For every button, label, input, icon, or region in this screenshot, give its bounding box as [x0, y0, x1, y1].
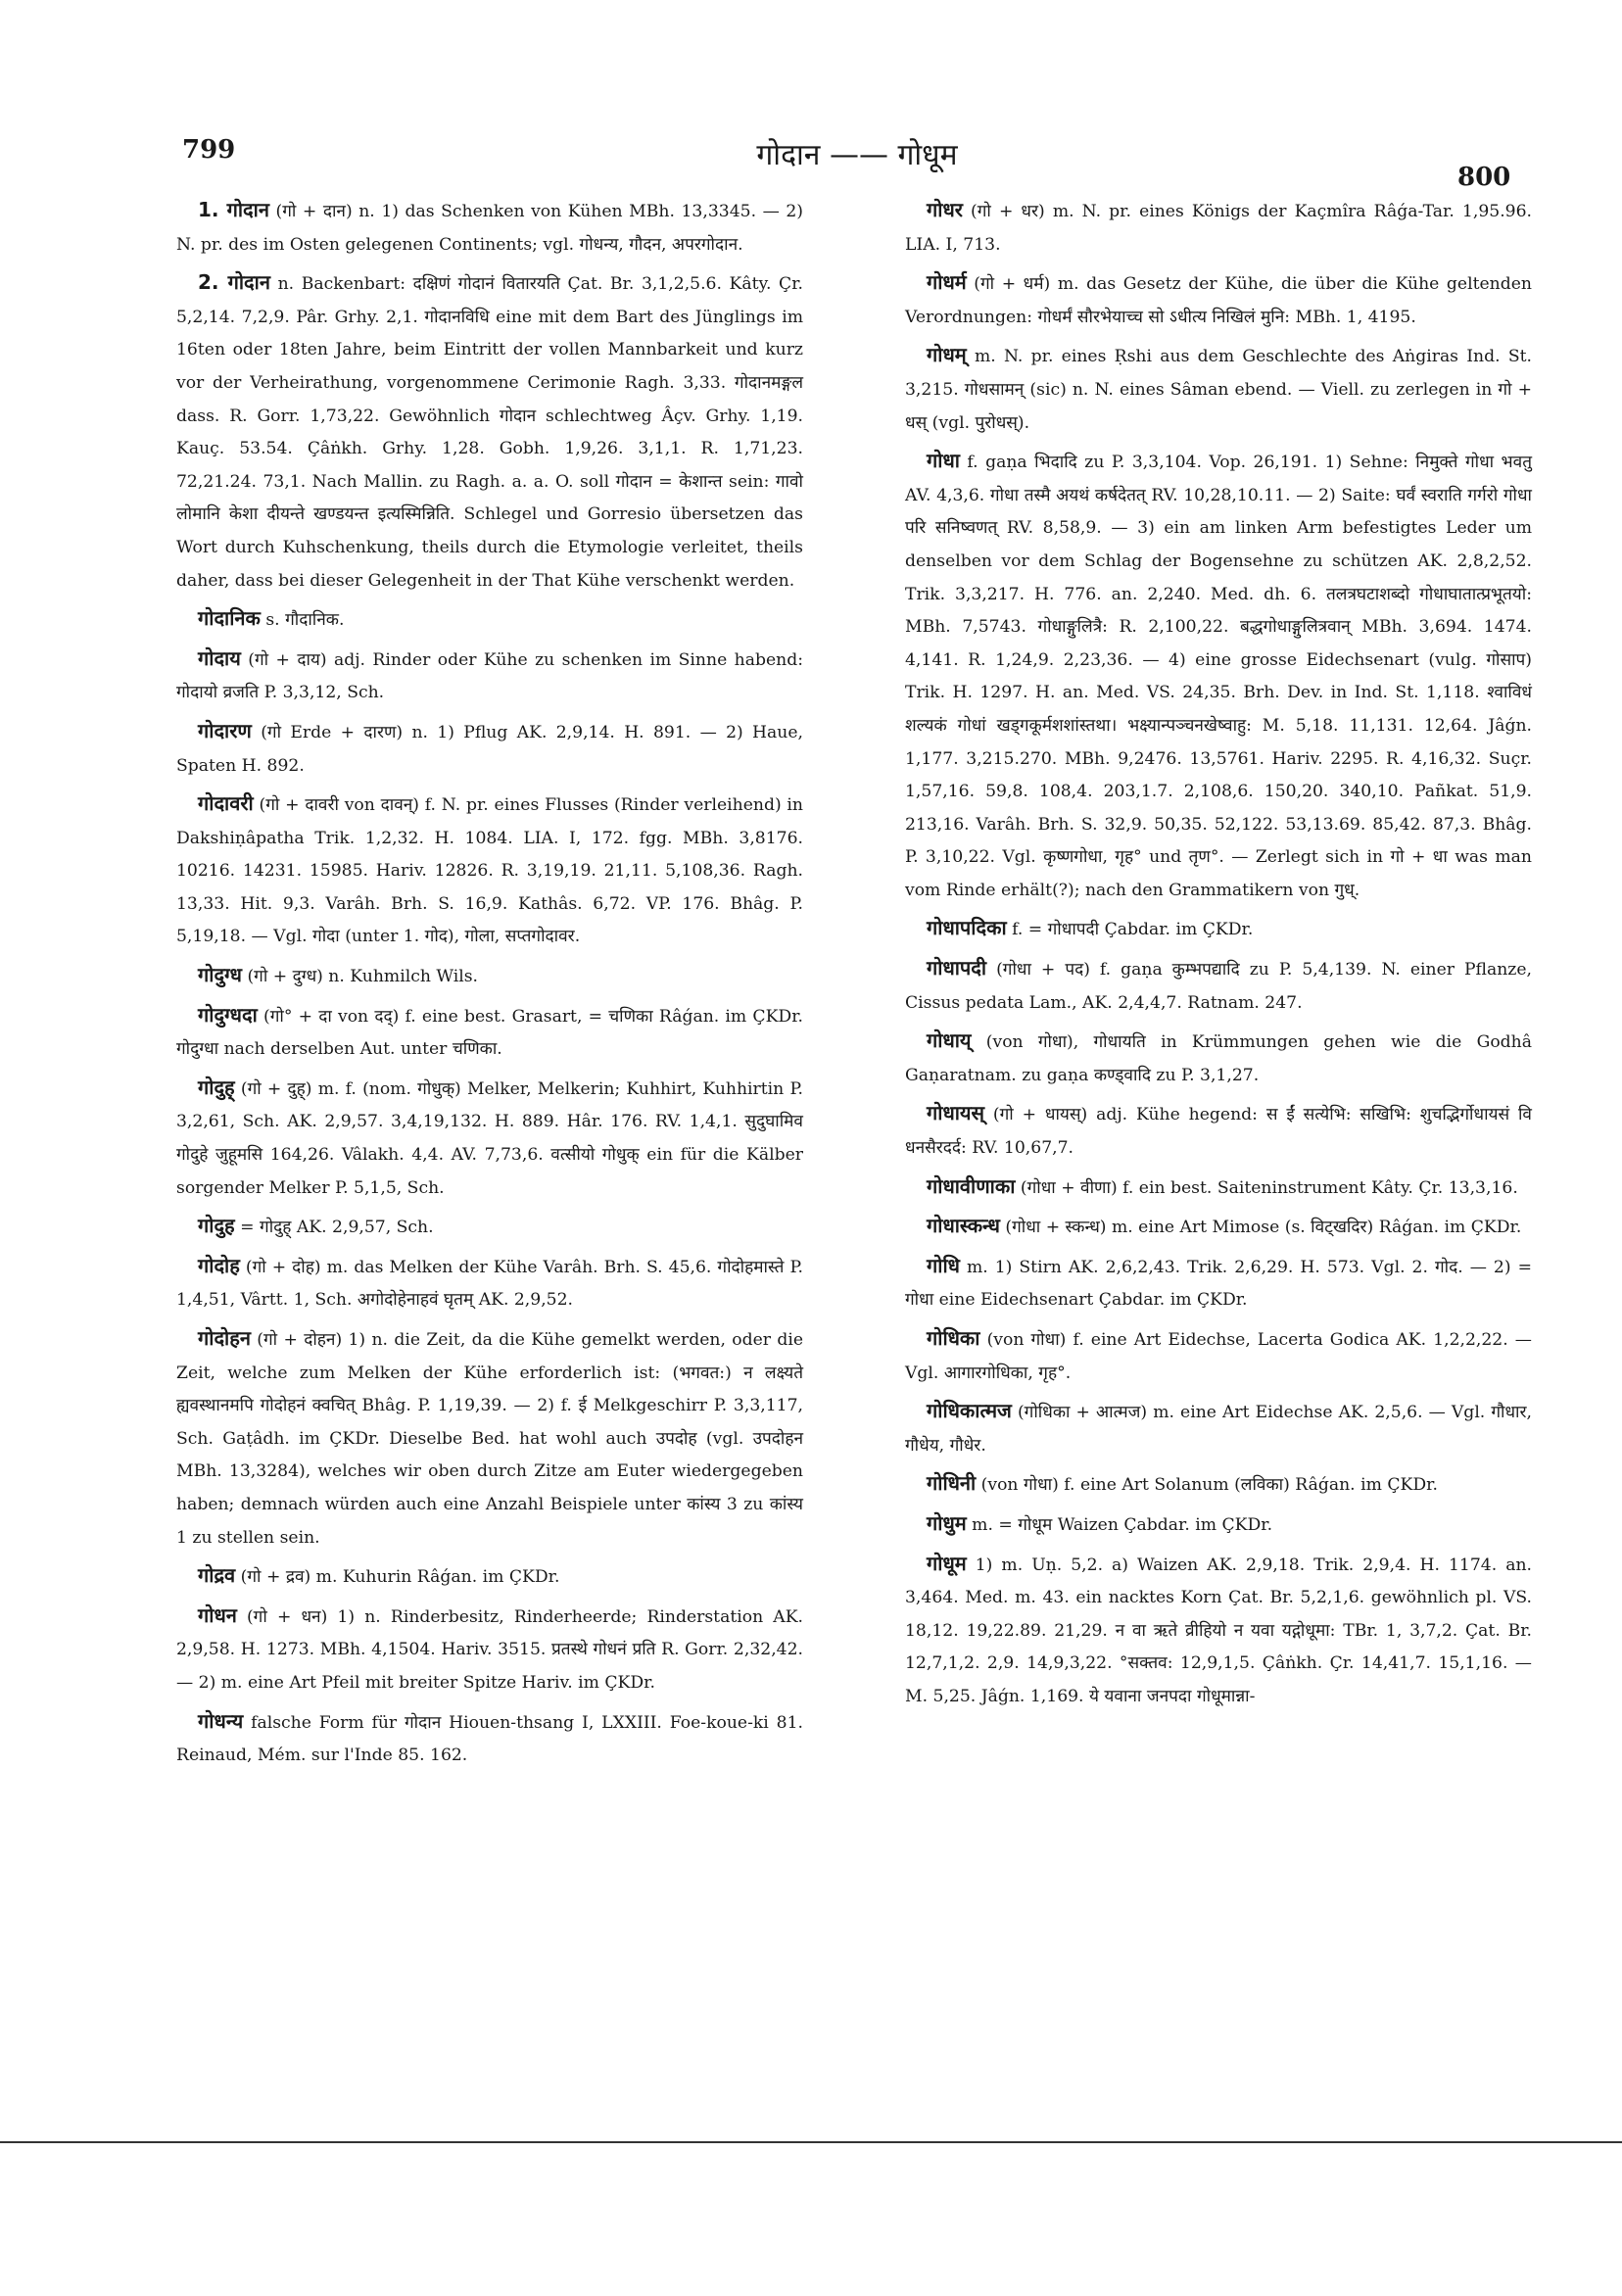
entry-text: (गो + दान) n. 1) das Schenken von Kühen MBh. 13,3345. — 2) N. pr. des im Osten gelegenen Continents; vgl. गोधन्य, गौदन, अपरगोदान. — [176, 202, 803, 255]
entry-text: (गो + दुह्) m. f. (nom. गोधुक्) Melker, Melkerin; Kuhhirt, Kuhhirtin P. 3,2,61, Sch. AK. 2,9,57. 3,4,19,132. H. 889. Hâr. 176. RV. 1,4,1. सुदुघामिव गोदुहे जुहूमसि 164,26. Vâlakh. 4,4. AV. 7,73,6. वत्सीयो गोधुक् ein für die Kälber sorgender Melker P. 5,1,5, Sch. — [176, 1078, 803, 1198]
entry-headword: गोदुग्ध — [198, 963, 242, 987]
entry-headword: गोधुम — [927, 1510, 967, 1535]
entry-headword: 1. गोदान — [198, 198, 269, 221]
entry-text: n. Backenbart: दक्षिणं गोदानं वितारयति Çat. Br. 3,1,2,5.6. Kâty. Çr. 5,2,14. 7,2,9. Pâr. Grhy. 2,1. गोदानविधि eine mit dem Bart des Jünglings im 16ten oder 18ten Jahre, beim Eintritt der vollen Mannbarkeit und kurz vor der Verheirathung, vorgenommene Cerimonie Ragh. 3,33. गोदानमङ्गल dass. R. Gorr. 1,73,22. Gewöhnlich गोदान schlechtweg Âçv. Grhy. 1,19. Kauç. 53.54. Çâṅkh. Grhy. 1,28. Gobh. 1,9,26. 3,1,1. R. 1,71,23. 72,21.24. 73,1. Nach Mallin. zu Ragh. a. a. O. soll गोदान = केशान्त sein: गावो लोमानि केशा दीयन्ते खण्डयन्त इत्यस्मिन्निति. Schlegel und Gorresio übersetzen das Wort durch Kuhschenkung, theils durch die Etymologie verleitet, theils daher, dass bei dieser Gelegenheit in der That Kühe verschenkt werden. — [176, 274, 803, 591]
entry-headword: गोदारण — [198, 718, 252, 742]
entry-headword: गोदोहन — [198, 1326, 251, 1350]
dictionary-entry — [176, 1210, 803, 1245]
entry-headword: गोधन्य — [198, 1708, 244, 1733]
entry-headword: गोधि — [927, 1253, 960, 1277]
dictionary-entry — [905, 339, 1532, 440]
entry-headword: गोधिका — [927, 1326, 980, 1350]
dictionary-entry — [176, 1705, 803, 1773]
entry-text: (गो° + दा von दद्) f. eine best. Grasart, = चणिका Râǵan. im ÇKDr. गोदुग्धा nach derselben Aut. unter चणिका. — [176, 1006, 803, 1060]
entry-headword: गोधायस् — [927, 1101, 985, 1125]
entry-headword: गोदाय — [198, 646, 241, 670]
dictionary-entry — [176, 959, 803, 994]
entry-text: f. gaṇa भिदादि zu P. 3,3,104. Vop. 26,191. 1) Sehne: निमुक्ते गोधा भवतु AV. 4,3,6. गोधा तस्मै अयथं कर्षदेतत् RV. 10,28,10.11. — 2) Saite: घर्वं स्वराति गर्गरो गोधा परि सनिष्वणत् RV. 8,58,9. — 3) ein am linken Arm befestigtes Leder um denselben vor dem Schlag der Bogensehne zu schützen AK. 2,8,2,52. Trik. 3,3,217. H. 776. an. 2,240. Med. dh. 6. तलत्रघटाशब्दो गोधाघातात्प्रभूतयो: MBh. 7,5743. गोधाङ्गुलित्रै: R. 2,100,22. बद्धगोधाङ्गुलित्रवान् MBh. 3,694. 1474. 4,141. R. 1,24,9. 2,23,36. — 4) eine grosse Eidechsenart (vulg. गोसाप) Trik. H. 1297. H. an. Med. VS. 24,35. Brh. Dev. in Ind. St. 1,118. श्वाविधं शल्यकं गोधां खड्गकूर्मशशांस्तथा। भक्ष्यान्पञ्चनखेष्वाहु: M. 5,18. 11,131. 12,64. Jâǵn. 1,177. 3,215.270. MBh. 9,2476. 13,5761. Hariv. 2295. R. 4,16,32. Suçr. 1,57,16. 59,8. 108,4. 203,1.7. 2,108,6. 150,20. 340,10. Pañkat. 51,9. 213,16. Varâh. Brh. S. 32,9. 50,35. 52,122. 53,13.69. 85,42. 87,3. Bhâg. P. 3,10,22. Vgl. कृष्णगोधा, गृह° und तृण°. — Zerlegt sich in गो + धा was man vom Rinde erhält(?); nach den Grammatikern von गुध्. — [905, 453, 1532, 900]
entry-headword: गोधन — [198, 1602, 237, 1627]
dictionary-entry — [905, 1250, 1532, 1317]
page-number-left: 799 — [182, 135, 236, 165]
dictionary-entry — [905, 194, 1532, 262]
dictionary-entry — [176, 715, 803, 783]
entry-headword: गोधिकात्मज — [927, 1399, 1012, 1423]
page-number-right: 800 — [1457, 163, 1511, 192]
dictionary-entry — [176, 643, 803, 710]
entry-text: m. N. pr. eines Ṛshi aus dem Geschlechte des Aṅgiras Ind. St. 3,215. गोधसामन् (sic) n. N. eines Sâman ebend. — Viell. zu zerlegen in गो + धस् (vgl. पुरोधस्). — [905, 347, 1532, 433]
entry-text: (गो + दाय) adj. Rinder oder Kühe zu schenken im Sinne habend: गोदायो व्रजति P. 3,3,12, Sch. — [176, 649, 803, 703]
entry-text: (गोधा + स्कन्ध) m. eine Art Mimose (s. विट्खदिर) Râǵan. im ÇKDr. — [999, 1218, 1522, 1238]
entry-headword: गोदावरी — [198, 791, 254, 816]
dictionary-entry — [905, 1322, 1532, 1390]
entry-headword: गोधर्म — [927, 270, 967, 295]
entry-text: falsche Form für गोदान Hiouen-thsang I, LXXIII. Foe-koue-ki 81. Reinaud, Mém. sur l'Inde 85. 162. — [176, 1712, 803, 1766]
dictionary-entry — [905, 1025, 1532, 1092]
entry-headword: गोधावीणाका — [927, 1173, 1016, 1198]
entry-headword: गोधूम — [927, 1551, 967, 1575]
dictionary-entry — [905, 952, 1532, 1020]
entry-headword: गोद्रव — [198, 1563, 236, 1588]
right-column — [905, 194, 1532, 1719]
dictionary-entry — [905, 1507, 1532, 1543]
dictionary-entry — [905, 1097, 1532, 1165]
dictionary-entry — [905, 1467, 1532, 1503]
entry-text: (गो + धर) m. N. pr. eines Königs der Kaçmîra Râǵa-Tar. 1,95.96. LIA. I, 713. — [905, 202, 1532, 255]
entry-headword: गोदानिक — [198, 606, 261, 631]
dictionary-entry — [905, 266, 1532, 334]
entry-text: (गो Erde + दारण) n. 1) Pflug AK. 2,9,14. H. 891. — 2) Haue, Spaten H. 892. — [176, 722, 803, 776]
entry-text: (गो + द्रव) m. Kuhurin Râǵan. im ÇKDr. — [235, 1567, 560, 1588]
dictionary-entry — [176, 788, 803, 954]
dictionary-entry — [176, 1559, 803, 1595]
entry-headword: गोधापदी — [927, 956, 987, 981]
entry-text: (गो + दोह) m. das Melken der Kühe Varâh. Brh. S. 45,6. गोदोहमास्ते P. 1,4,51, Vârtt. 1, Sch. अगोदोहेनाहवं घृतम् AK. 2,9,52. — [176, 1257, 803, 1311]
entry-headword: गोधाय् — [927, 1028, 972, 1053]
entry-text: (गोधिका + आत्मज) m. eine Art Eidechse AK. 2,5,6. — Vgl. गौधार, गौधेय, गौधेर. — [905, 1403, 1532, 1456]
entry-headword: गोदुह् — [198, 1075, 235, 1099]
entry-headword: गोदुग्धदा — [198, 1002, 258, 1027]
entry-headword: गोदोह — [198, 1253, 240, 1277]
dictionary-entry — [905, 1210, 1532, 1245]
entry-text: (गोधा + पद) f. gaṇa कुम्भपद्यादि zu P. 5,4,139. N. einer Pflanze, Cissus pedata Lam., AK. 2,4,4,7. Ratnam. 247. — [905, 960, 1532, 1013]
entry-text: (गो + दावरी von दावन्) f. N. pr. eines Flusses (Rinder verleihend) in Dakshiṇâpatha Trik. 1,2,32. H. 1084. LIA. I, 172. fgg. MBh. 3,8176. 10216. 14231. 15985. Hariv. 12826. R. 3,19,19. 21,11. 5,108,36. Ragh. 13,33. Hit. 9,3. Varâh. Brh. S. 16,9. Kathâs. 6,72. VP. 176. Bhâg. P. 5,19,18. — Vgl. गोदा (unter 1. गोद), गोला, सप्तगोदावर. — [176, 795, 803, 947]
dictionary-entry — [176, 1600, 803, 1700]
entry-headword: गोधिनी — [927, 1471, 977, 1496]
dictionary-entry — [905, 1548, 1532, 1714]
dictionary-entry — [176, 1250, 803, 1317]
entry-headword: 2. गोदान — [198, 270, 270, 295]
entry-text: (von गोधा), गोधायति in Krümmungen gehen wie die Godhâ Gaṇaratnam. zu gaṇa कण्ड्वादि zu P. 3,1,27. — [905, 1032, 1532, 1085]
footer-rule — [0, 2141, 1622, 2143]
dictionary-entry — [905, 1395, 1532, 1462]
entry-text: (von गोधा) f. eine Art Eidechse, Lacerta Godica AK. 1,2,2,22. — Vgl. आगारगोधिका, गृह°. — [905, 1330, 1532, 1383]
dictionary-entry — [176, 602, 803, 638]
entry-headword: गोधापदिका — [927, 916, 1007, 940]
entry-headword: गोधम् — [927, 343, 967, 367]
entry-text: (गोधा + वीणा) f. ein best. Saiteninstrument Kâty. Çr. 13,3,16. — [1015, 1177, 1518, 1198]
entry-headword: गोदुह — [198, 1214, 235, 1238]
entry-text: (गो + धर्म) m. das Gesetz der Kühe, die über die Kühe geltenden Verordnungen: गोधर्मं सौरभेयाच्च सो ऽधीत्य निखिलं मुनि: MBh. 1, 4195. — [905, 274, 1532, 327]
entry-headword: गोधर — [927, 198, 963, 221]
entry-text: (गो + धायस्) adj. Kühe hegend: स ईं सत्येभि: सखिभि: शुचद्भिर्गोधायसं वि धनसैरदर्द: RV. 10,67,7. — [905, 1105, 1532, 1159]
entry-headword: गोधास्कन्ध — [927, 1214, 1000, 1238]
left-column — [176, 194, 803, 1778]
entry-text: m. 1) Stirn AK. 2,6,2,43. Trik. 2,6,29. H. 573. Vgl. 2. गोद. — 2) = गोधा eine Eidechsenart Çabdar. im ÇKDr. — [905, 1257, 1532, 1311]
entry-text: (von गोधा) f. eine Art Solanum (लविका) Râǵan. im ÇKDr. — [976, 1475, 1438, 1496]
dictionary-entry — [176, 266, 803, 598]
entry-text: f. = गोधापदी Çabdar. im ÇKDr. — [1006, 920, 1254, 940]
dictionary-entry — [905, 1171, 1532, 1206]
dictionary-entry — [176, 1322, 803, 1555]
dictionary-entry — [905, 445, 1532, 907]
running-head: गोदान —— गोधूम — [756, 138, 958, 172]
entry-headword: गोधा — [927, 449, 960, 473]
entry-text: = गोदुह् AK. 2,9,57, Sch. — [234, 1218, 434, 1238]
entry-text: 1) m. Uṇ. 5,2. a) Waizen AK. 2,9,18. Trik. 2,9,4. H. 1174. an. 3,464. Med. m. 43. ein nacktes Korn Çat. Br. 5,2,1,6. gewöhnlich pl. VS. 18,12. 19,22.89. 21,29. न वा ऋते व्रीहियो न यवा यद्गोधूमा: TBr. 1, 3,7,2. Çat. Br. 12,7,1,2. 2,9. 14,9,3,22. °सक्तव: 12,9,1,5. Çâṅkh. Çr. 14,41,7. 15,1,16. — M. 5,25. Jâǵn. 1,169. ये यवाना जनपदा गोधूमान्ना- — [905, 1555, 1532, 1706]
entry-text: (गो + दुग्ध) n. Kuhmilch Wils. — [241, 967, 478, 987]
dictionary-entry — [176, 999, 803, 1067]
dictionary-entry — [905, 912, 1532, 947]
dictionary-entry — [176, 194, 803, 262]
dictionary-entry — [176, 1072, 803, 1205]
entry-text: s. गौदानिक. — [260, 610, 345, 631]
entry-text: (गो + धन) 1) n. Rinderbesitz, Rinderheerde; Rinderstation AK. 2,9,58. H. 1273. MBh. 4,1504. Hariv. 3515. प्रतस्थे गोधनं प्रति R. Gorr. 2,32,42. — 2) m. eine Art Pfeil mit breiter Spitze Hariv. im ÇKDr. — [176, 1606, 803, 1693]
entry-text: m. = गोधूम Waizen Çabdar. im ÇKDr. — [966, 1514, 1273, 1535]
entry-text: (गो + दोहन) 1) n. die Zeit, da die Kühe gemelkt werden, oder die Zeit, welche zum Melken der Kühe erforderlich ist: (भगवत:) न लक्ष्यते ह्यवस्थानमपि गोदोहनं क्वचित् Bhâg. P. 1,19,39. — 2) f. ई Melkgeschirr P. 3,3,117, Sch. Gaṭâdh. im ÇKDr. Dieselbe Bed. hat wohl auch उपदोह (vgl. उपदोहन MBh. 13,3284), welches wir oben durch Zitze am Euter wiedergegeben haben; demnach würden auch eine Anzahl Beispiele unter कांस्य 3 zu कांस्य 1 zu stellen sein. — [176, 1330, 803, 1548]
